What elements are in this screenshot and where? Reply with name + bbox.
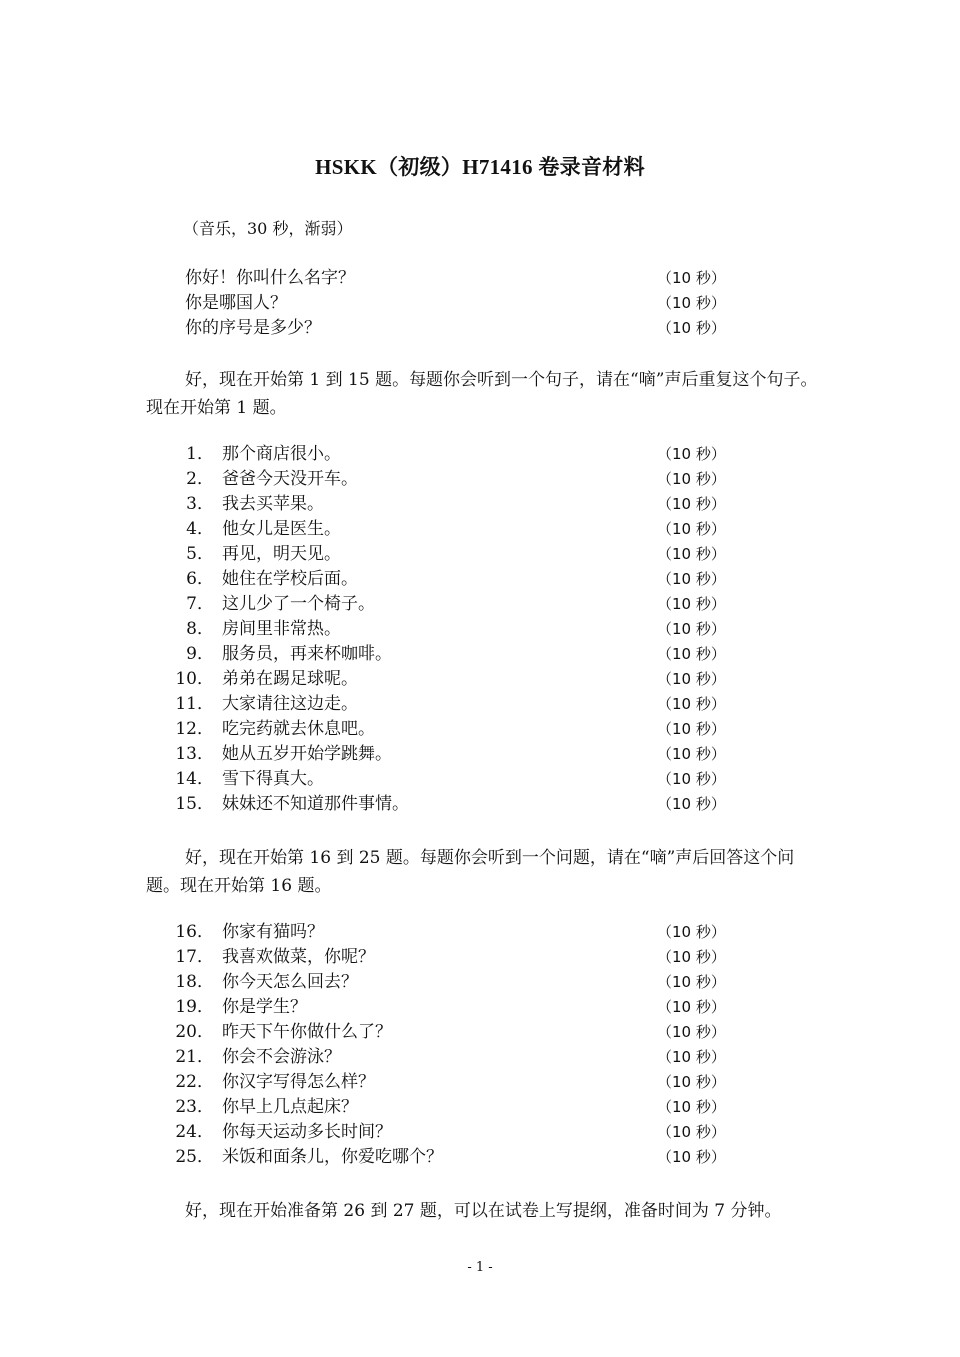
item-number: 25．: [175, 1147, 214, 1167]
item-text: 你汉字写得怎么样？: [222, 1072, 375, 1092]
item-number: 17．: [175, 947, 214, 967]
item-number: 2．: [186, 469, 214, 489]
time-limit: （10 秒）: [657, 1148, 726, 1166]
item-text: 你会不会游泳？: [222, 1047, 341, 1067]
item-number: 14．: [175, 769, 214, 789]
item-text: 服务员，再来杯咖啡。: [222, 644, 392, 664]
item-number: 9．: [186, 644, 214, 664]
time-limit: （10 秒）: [657, 520, 726, 538]
time-limit: （10 秒）: [657, 948, 726, 966]
item-text: 弟弟在踢足球呢。: [222, 669, 358, 689]
question-text: 你好！你叫什么名字？: [185, 268, 355, 288]
list-item: [0, 792, 960, 817]
item-text: 你家有猫吗？: [222, 922, 324, 942]
time-limit: （10 秒）: [657, 1073, 726, 1091]
list-item: [0, 1145, 960, 1170]
item-number: 6．: [186, 569, 214, 589]
list-item: [0, 742, 960, 767]
item-text: 我喜欢做菜，你呢？: [222, 947, 375, 967]
time-limit: （10 秒）: [657, 570, 726, 588]
intro-question: [0, 266, 960, 291]
list-item: [0, 617, 960, 642]
time-limit: （10 秒）: [657, 1098, 726, 1116]
time-limit: （10 秒）: [657, 645, 726, 663]
item-text: 我去买苹果。: [222, 494, 324, 514]
time-limit: （10 秒）: [657, 445, 726, 463]
item-number: 15．: [175, 794, 214, 814]
list-item: [0, 492, 960, 517]
item-number: 8．: [186, 619, 214, 639]
item-text: 他女儿是医生。: [222, 519, 341, 539]
item-number: 21．: [175, 1047, 214, 1067]
time-limit: （10 秒）: [657, 695, 726, 713]
list-item: [0, 517, 960, 542]
list-item: [0, 767, 960, 792]
list-item: [0, 717, 960, 742]
item-text: 米饭和面条儿，你爱吃哪个？: [222, 1147, 443, 1167]
item-number: 5．: [186, 544, 214, 564]
page-number: - 1 -: [467, 1260, 493, 1275]
item-number: 18．: [175, 972, 214, 992]
music-note: （音乐，30 秒，渐弱）: [183, 219, 353, 238]
list-item: [0, 1070, 960, 1095]
time-limit: （10 秒）: [657, 795, 726, 813]
item-number: 11．: [175, 694, 214, 714]
part2-instruction: 好，现在开始第 16 到 25 题。每题你会听到一个问题，请在“嘀”声后回答这个问题。现在开始第 16 题。: [146, 848, 795, 896]
time-limit: （10 秒）: [657, 319, 726, 337]
list-item: [0, 467, 960, 492]
time-limit: （10 秒）: [657, 495, 726, 513]
list-item: [0, 542, 960, 567]
list-item: [0, 945, 960, 970]
list-item: [0, 442, 960, 467]
item-text: 你早上几点起床？: [222, 1097, 358, 1117]
time-limit: （10 秒）: [657, 470, 726, 488]
time-limit: （10 秒）: [657, 1023, 726, 1041]
time-limit: （10 秒）: [657, 620, 726, 638]
item-text: 你每天运动多长时间？: [222, 1122, 392, 1142]
item-number: 10．: [175, 669, 214, 689]
item-text: 你是学生？: [222, 997, 307, 1017]
item-number: 12．: [175, 719, 214, 739]
item-text: 再见，明天见。: [222, 544, 341, 564]
item-number: 7．: [186, 594, 214, 614]
item-text: 那个商店很小。: [222, 444, 341, 464]
list-item: [0, 1045, 960, 1070]
time-limit: （10 秒）: [657, 770, 726, 788]
item-text: 妹妹还不知道那件事情。: [222, 794, 409, 814]
item-number: 1．: [186, 444, 214, 464]
list-item: [0, 1095, 960, 1120]
time-limit: （10 秒）: [657, 1048, 726, 1066]
list-item: [0, 592, 960, 617]
list-item: [0, 642, 960, 667]
item-text: 她从五岁开始学跳舞。: [222, 744, 392, 764]
time-limit: （10 秒）: [657, 670, 726, 688]
intro-question: [0, 291, 960, 316]
time-limit: （10 秒）: [657, 923, 726, 941]
time-limit: （10 秒）: [657, 998, 726, 1016]
list-item: [0, 995, 960, 1020]
item-number: 22．: [175, 1072, 214, 1092]
item-text: 昨天下午你做什么了？: [222, 1022, 392, 1042]
list-item: [0, 567, 960, 592]
item-text: 你今天怎么回去？: [222, 972, 358, 992]
item-text: 雪下得真大。: [222, 769, 324, 789]
item-number: 13．: [175, 744, 214, 764]
item-text: 这儿少了一个椅子。: [222, 594, 375, 614]
list-item: [0, 970, 960, 995]
list-item: [0, 667, 960, 692]
time-limit: （10 秒）: [657, 720, 726, 738]
intro-question: [0, 316, 960, 341]
question-text: 你是哪国人？: [185, 293, 287, 313]
list-item: [0, 1020, 960, 1045]
list-item: [0, 920, 960, 945]
item-number: 24．: [175, 1122, 214, 1142]
list-item: [0, 1120, 960, 1145]
time-limit: （10 秒）: [657, 294, 726, 312]
item-number: 19．: [175, 997, 214, 1017]
part1-instruction: 好，现在开始第 1 到 15 题。每题你会听到一个句子，请在“嘀”声后重复这个句子。现在开始第 1 题。: [146, 370, 818, 418]
item-text: 房间里非常热。: [222, 619, 341, 639]
item-text: 她住在学校后面。: [222, 569, 358, 589]
document-title: HSKK（初级）H71416 卷录音材料: [315, 155, 645, 179]
time-limit: （10 秒）: [657, 269, 726, 287]
item-number: 20．: [175, 1022, 214, 1042]
list-item: [0, 692, 960, 717]
time-limit: （10 秒）: [657, 1123, 726, 1141]
time-limit: （10 秒）: [657, 745, 726, 763]
item-number: 4．: [186, 519, 214, 539]
time-limit: （10 秒）: [657, 973, 726, 991]
time-limit: （10 秒）: [657, 595, 726, 613]
time-limit: （10 秒）: [657, 545, 726, 563]
part3-instruction: 好，现在开始准备第 26 到 27 题，可以在试卷上写提纲，准备时间为 7 分钟。: [185, 1201, 782, 1221]
item-number: 23．: [175, 1097, 214, 1117]
item-text: 爸爸今天没开车。: [222, 469, 358, 489]
item-text: 吃完药就去休息吧。: [222, 719, 375, 739]
item-number: 3．: [186, 494, 214, 514]
item-number: 16．: [175, 922, 214, 942]
item-text: 大家请往这边走。: [222, 694, 358, 714]
question-text: 你的序号是多少？: [185, 318, 321, 338]
